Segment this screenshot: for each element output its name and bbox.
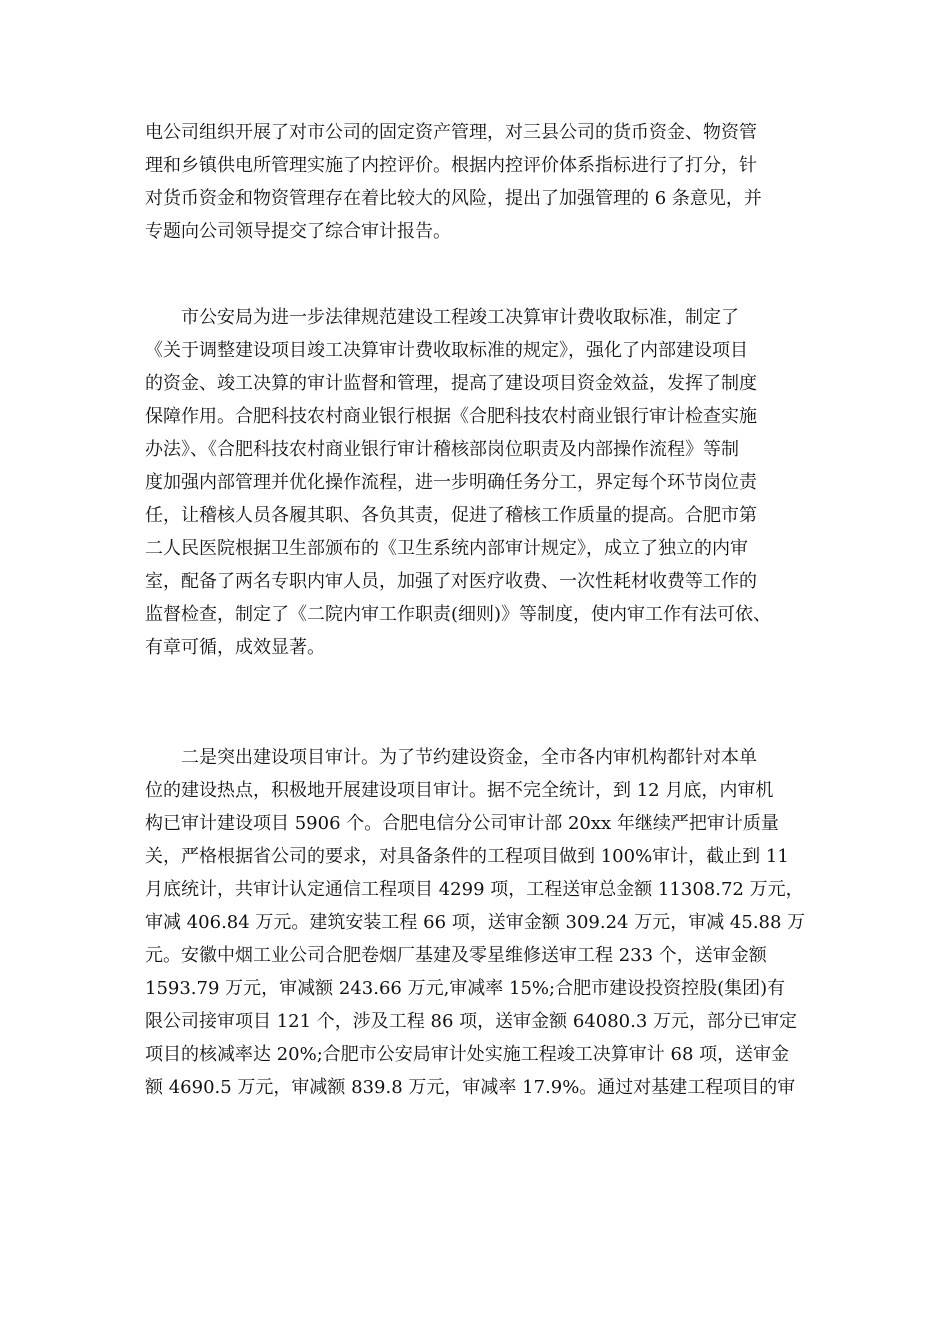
paragraph-line: 电公司组织开展了对市公司的固定资产管理，对三县公司的货币资金、物资管 <box>145 122 757 143</box>
paragraph-line: 理和乡镇供电所管理实施了内控评价。根据内控评价体系指标进行了打分，针 <box>145 155 757 176</box>
paragraph-line: 度加强内部管理并优化操作流程，进一步明确任务分工，界定每个环节岗位责 <box>145 472 757 493</box>
paragraph-line: 室，配备了两名专职内审人员，加强了对医疗收费、一次性耗材收费等工作的 <box>145 571 757 592</box>
paragraph-3 <box>145 741 805 1104</box>
paragraph-line: 元。安徽中烟工业公司合肥卷烟厂基建及零星维修送审工程 233 个，送审金额 <box>145 945 767 966</box>
paragraph-line: 额 4690.5 万元，审减额 839.8 万元，审减率 17.9%。通过对基建工程项目的审 <box>145 1077 796 1098</box>
paragraph-line: 限公司接审项目 121 个，涉及工程 86 项，送审金额 64080.3 万元，部分已审定 <box>145 1011 798 1032</box>
paragraph-line: 有章可循，成效显著。 <box>145 637 325 658</box>
paragraph-line: 办法》、《合肥科技农村商业银行审计稽核部岗位职责及内部操作流程》等制 <box>145 439 739 460</box>
paragraph-line: 1593.79 万元，审减额 243.66 万元,审减率 15%;合肥市建设投资控股(集团)有 <box>145 978 786 999</box>
paragraph-line: 《关于调整建设项目竣工决算审计费收取标准的规定》，强化了内部建设项目 <box>145 340 748 361</box>
paragraph-line: 关，严格根据省公司的要求，对具备条件的工程项目做到 100%审计，截止到 11 <box>145 846 789 867</box>
paragraph-line: 二是突出建设项目审计。为了节约建设资金，全市各内审机构都针对本单 <box>181 747 757 768</box>
paragraph-line: 对货币资金和物资管理存在着比较大的风险，提出了加强管理的 6 条意见，并 <box>145 188 762 209</box>
paragraph-line: 市公安局为进一步法律规范建设工程竣工决算审计费收取标准，制定了 <box>181 307 739 328</box>
paragraph-line: 监督检查，制定了《二院内审工作职责(细则)》等制度，使内审工作有法可依、 <box>145 604 772 625</box>
paragraph-line: 专题向公司领导提交了综合审计报告。 <box>145 221 451 242</box>
paragraph-line: 位的建设热点，积极地开展建设项目审计。据不完全统计，到 12 月底，内审机 <box>145 780 774 801</box>
paragraph-line: 构已审计建设项目 5906 个。合肥电信分公司审计部 20xx 年继续严把审计质量 <box>145 813 779 834</box>
paragraph-line: 审减 406.84 万元。建筑安装工程 66 项，送审金额 309.24 万元，审减 45.88 万 <box>145 912 805 933</box>
paragraph-line: 二人民医院根据卫生部颁布的《卫生系统内部审计规定》，成立了独立的内审 <box>145 538 748 559</box>
paragraph-2 <box>145 301 805 664</box>
paragraph-line: 保障作用。合肥科技农村商业银行根据《合肥科技农村商业银行审计检查实施 <box>145 406 757 427</box>
paragraph-1 <box>145 116 805 248</box>
paragraph-line: 的资金、竣工决算的审计监督和管理，提高了建设项目资金效益，发挥了制度 <box>145 373 757 394</box>
paragraph-line: 月底统计，共审计认定通信工程项目 4299 项，工程送审总金额 11308.72 万元， <box>145 879 804 900</box>
paragraph-line: 任，让稽核人员各履其职、各负其责，促进了稽核工作质量的提高。合肥市第 <box>145 505 757 526</box>
paragraph-line: 项目的核减率达 20%;合肥市公安局审计处实施工程竣工决算审计 68 项，送审金 <box>145 1044 790 1065</box>
